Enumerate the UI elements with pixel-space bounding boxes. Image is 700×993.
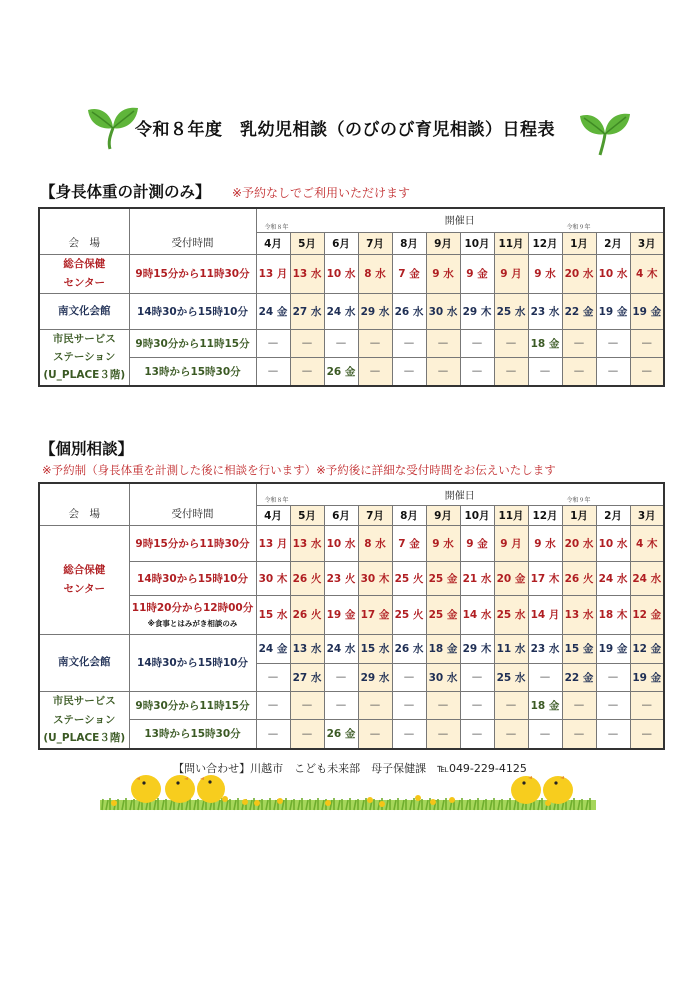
date-cell: 15 水 <box>358 634 392 663</box>
date-cell: 24 水 <box>630 561 664 595</box>
venue-line: センター <box>63 276 106 289</box>
date-cell: 14 月 <box>528 595 562 634</box>
date-cell: 15 水 <box>256 595 290 634</box>
chicks-on-grass-illustration <box>100 772 596 812</box>
date-cell: 20 水 <box>562 525 596 561</box>
table-row <box>39 691 664 719</box>
date-cell: 9 水 <box>426 254 460 293</box>
table-row <box>39 254 664 293</box>
date-cell: 26 金 <box>324 719 358 749</box>
date-cell: 23 火 <box>324 561 358 595</box>
date-cell: 25 水 <box>494 663 528 691</box>
date-cell-empty: — <box>256 719 290 749</box>
dates-header <box>256 483 664 505</box>
date-cell-empty: — <box>460 719 494 749</box>
era-end-label: 令和９年 <box>566 223 591 231</box>
date-cell: 29 木 <box>460 293 494 329</box>
table-row <box>39 634 664 663</box>
month-header: 8月 <box>392 505 426 525</box>
month-header: 12月 <box>528 232 562 254</box>
venue-header: 会 場 <box>39 208 129 254</box>
date-cell: 29 水 <box>358 663 392 691</box>
date-cell: 26 火 <box>290 595 324 634</box>
date-cell: 13 月 <box>256 254 290 293</box>
venue-line: (U_PLACE３階) <box>43 731 126 744</box>
venue-line: センター <box>63 582 106 595</box>
table-row <box>39 525 664 561</box>
date-cell: 14 水 <box>460 595 494 634</box>
date-cell-empty: — <box>256 329 290 358</box>
date-cell-empty: — <box>392 329 426 358</box>
date-cell: 27 水 <box>290 293 324 329</box>
date-cell: 18 木 <box>596 595 630 634</box>
date-cell: 30 水 <box>426 663 460 691</box>
date-cell: 9 水 <box>426 525 460 561</box>
date-cell-empty: — <box>494 691 528 719</box>
time-text: 13時から15時30分 <box>144 365 241 378</box>
date-cell: 7 金 <box>392 525 426 561</box>
date-cell: 24 水 <box>324 293 358 329</box>
date-cell: 10 水 <box>596 254 630 293</box>
venue-cell <box>39 691 129 749</box>
month-header: 6月 <box>324 232 358 254</box>
date-cell: 18 金 <box>528 691 562 719</box>
date-cell-empty: — <box>358 691 392 719</box>
date-cell-empty: — <box>528 719 562 749</box>
section1-note: ※予約なしでご利用いただけます <box>232 186 411 200</box>
date-cell: 20 金 <box>494 561 528 595</box>
date-cell-empty: — <box>358 358 392 386</box>
date-cell-empty: — <box>494 719 528 749</box>
date-cell: 17 金 <box>358 595 392 634</box>
table-row <box>39 561 664 595</box>
date-cell-empty: — <box>290 358 324 386</box>
month-header: 9月 <box>426 232 460 254</box>
month-header: 6月 <box>324 505 358 525</box>
date-cell-empty: — <box>290 329 324 358</box>
time-text: 13時から15時30分 <box>144 728 241 741</box>
date-cell-empty: — <box>290 691 324 719</box>
title-row <box>0 100 700 150</box>
venue-cell <box>39 525 129 634</box>
date-cell: 26 水 <box>392 634 426 663</box>
venue-line: ステーション <box>53 713 116 726</box>
date-cell: 19 金 <box>596 634 630 663</box>
date-cell: 26 水 <box>392 293 426 329</box>
month-header: 2月 <box>596 505 630 525</box>
time-cell <box>129 561 256 595</box>
month-header: 11月 <box>494 232 528 254</box>
month-header: 7月 <box>358 232 392 254</box>
date-cell-empty: — <box>562 329 596 358</box>
date-cell-empty: — <box>630 691 664 719</box>
time-header: 受付時間 <box>129 208 256 254</box>
venue-cell <box>39 634 129 691</box>
month-header: 4月 <box>256 232 290 254</box>
month-header: 1月 <box>562 505 596 525</box>
date-cell-empty: — <box>562 719 596 749</box>
date-cell: 18 金 <box>426 634 460 663</box>
date-cell-empty: — <box>528 358 562 386</box>
month-header: 9月 <box>426 505 460 525</box>
date-cell: 13 水 <box>290 254 324 293</box>
date-cell: 23 水 <box>528 293 562 329</box>
date-cell: 17 木 <box>528 561 562 595</box>
date-cell-empty: — <box>562 358 596 386</box>
venue-cell <box>39 254 129 293</box>
date-cell: 19 金 <box>630 663 664 691</box>
table-row <box>39 719 664 749</box>
venue-name: 南文化会館 <box>58 304 111 317</box>
date-cell-empty: — <box>460 663 494 691</box>
venue-line: (U_PLACE３階) <box>43 369 126 382</box>
era-start-label: 令和８年 <box>264 223 289 231</box>
date-cell: 11 水 <box>494 634 528 663</box>
date-cell-empty: — <box>528 663 562 691</box>
date-cell: 4 木 <box>630 525 664 561</box>
date-cell: 25 金 <box>426 561 460 595</box>
section2-note: ※予約制（身長体重を計測した後に相談を行います）※予約後に詳細な受付時間をお伝えいたします <box>42 463 556 477</box>
date-cell: 22 金 <box>562 663 596 691</box>
time-text: 14時30から15時10分 <box>137 657 248 669</box>
time-cell <box>129 691 256 719</box>
time-cell <box>129 358 256 386</box>
date-cell: 25 火 <box>392 561 426 595</box>
date-cell-empty: — <box>460 358 494 386</box>
date-cell: 9 月 <box>494 525 528 561</box>
date-cell-empty: — <box>324 691 358 719</box>
venue-line: ステーション <box>53 350 116 363</box>
date-cell: 8 水 <box>358 525 392 561</box>
venue-cell <box>39 329 129 386</box>
era-start-label: 令和８年 <box>264 496 289 504</box>
venue-line: 総合保健 <box>63 564 106 577</box>
header-row-top <box>39 208 664 232</box>
venue-line: 市民サービス <box>52 695 116 708</box>
date-cell: 13 月 <box>256 525 290 561</box>
date-cell: 25 水 <box>494 595 528 634</box>
date-cell: 9 金 <box>460 254 494 293</box>
month-header: 3月 <box>630 232 664 254</box>
date-cell: 19 金 <box>324 595 358 634</box>
time-text: 11時20分から12時00分 <box>131 602 254 614</box>
date-cell: 9 金 <box>460 525 494 561</box>
date-cell-empty: — <box>426 719 460 749</box>
date-cell-empty: — <box>358 329 392 358</box>
date-cell-empty: — <box>596 719 630 749</box>
date-cell: 25 火 <box>392 595 426 634</box>
date-cell-empty: — <box>290 719 324 749</box>
date-cell: 29 水 <box>358 293 392 329</box>
date-cell-empty: — <box>392 691 426 719</box>
date-cell: 26 火 <box>562 561 596 595</box>
month-header: 4月 <box>256 505 290 525</box>
date-cell: 12 金 <box>630 595 664 634</box>
date-cell-empty: — <box>596 329 630 358</box>
date-cell-empty: — <box>256 663 290 691</box>
date-cell: 7 金 <box>392 254 426 293</box>
date-cell: 26 金 <box>324 358 358 386</box>
date-cell: 30 木 <box>256 561 290 595</box>
date-cell-empty: — <box>256 358 290 386</box>
month-header: 10月 <box>460 232 494 254</box>
date-cell: 8 水 <box>358 254 392 293</box>
month-header: 5月 <box>290 232 324 254</box>
date-cell: 19 金 <box>596 293 630 329</box>
date-cell: 13 水 <box>290 525 324 561</box>
date-cell: 25 水 <box>494 293 528 329</box>
date-cell-empty: — <box>426 358 460 386</box>
date-cell-empty: — <box>358 719 392 749</box>
date-cell-empty: — <box>426 691 460 719</box>
table-row <box>39 329 664 358</box>
sprout-icon <box>578 108 632 158</box>
date-cell-empty: — <box>460 691 494 719</box>
time-cell <box>129 634 256 691</box>
date-cell-empty: — <box>392 719 426 749</box>
date-cell-empty: — <box>460 329 494 358</box>
kaisai-label: 開催日 <box>444 216 475 227</box>
date-cell: 29 木 <box>460 634 494 663</box>
venue-line: 市民サービス <box>52 332 116 345</box>
date-cell: 9 水 <box>528 525 562 561</box>
dates-header <box>256 208 664 232</box>
date-cell: 12 金 <box>630 634 664 663</box>
date-cell-empty: — <box>256 691 290 719</box>
date-cell: 22 金 <box>562 293 596 329</box>
time-text: 9時30分から11時15分 <box>135 699 250 712</box>
date-cell-empty: — <box>596 358 630 386</box>
date-cell-empty: — <box>494 358 528 386</box>
month-header: 3月 <box>630 505 664 525</box>
date-cell: 9 水 <box>528 254 562 293</box>
month-header: 7月 <box>358 505 392 525</box>
month-header: 8月 <box>392 232 426 254</box>
date-cell: 18 金 <box>528 329 562 358</box>
date-cell: 19 金 <box>630 293 664 329</box>
date-cell-empty: — <box>630 358 664 386</box>
date-cell: 10 水 <box>324 254 358 293</box>
table-row <box>39 293 664 329</box>
date-cell-empty: — <box>596 691 630 719</box>
month-header: 10月 <box>460 505 494 525</box>
kaisai-label: 開催日 <box>444 491 475 502</box>
date-cell-empty: — <box>324 663 358 691</box>
date-cell: 25 金 <box>426 595 460 634</box>
time-cell <box>129 525 256 561</box>
date-cell-empty: — <box>426 329 460 358</box>
date-cell: 27 水 <box>290 663 324 691</box>
time-cell <box>129 719 256 749</box>
time-cell <box>129 329 256 358</box>
table-row <box>39 358 664 386</box>
month-header: 11月 <box>494 505 528 525</box>
table-row <box>39 595 664 634</box>
date-cell: 21 水 <box>460 561 494 595</box>
date-cell: 24 金 <box>256 293 290 329</box>
date-cell: 26 火 <box>290 561 324 595</box>
time-header: 受付時間 <box>129 483 256 525</box>
date-cell-empty: — <box>630 719 664 749</box>
venue-name: 南文化会館 <box>58 656 111 669</box>
time-note: ※食事とはみがき相談のみ <box>147 619 238 628</box>
date-cell-empty: — <box>392 663 426 691</box>
contact-info: 【問い合わせ】川越市 こども未来部 母子保健課 ℡049-229-4125 <box>173 762 527 775</box>
page-title: 令和８年度 乳幼児相談（のびのび育児相談）日程表 <box>135 120 555 140</box>
month-header: 2月 <box>596 232 630 254</box>
venue-header: 会 場 <box>39 483 129 525</box>
date-cell: 23 水 <box>528 634 562 663</box>
date-cell: 4 木 <box>630 254 664 293</box>
venue-cell <box>39 293 129 329</box>
date-cell: 10 水 <box>596 525 630 561</box>
time-text: 9時30分から11時15分 <box>135 337 250 350</box>
date-cell: 24 水 <box>596 561 630 595</box>
venue-line: 総合保健 <box>63 258 106 271</box>
sprout-icon <box>86 100 140 150</box>
time-text: 14時30から15時10分 <box>137 305 248 318</box>
date-cell-empty: — <box>596 663 630 691</box>
month-header: 5月 <box>290 505 324 525</box>
date-cell: 24 水 <box>324 634 358 663</box>
header-row-top <box>39 483 664 505</box>
date-cell: 9 月 <box>494 254 528 293</box>
time-cell <box>129 254 256 293</box>
date-cell-empty: — <box>392 358 426 386</box>
date-cell: 13 水 <box>562 595 596 634</box>
date-cell: 24 金 <box>256 634 290 663</box>
date-cell-empty: — <box>494 329 528 358</box>
month-header: 12月 <box>528 505 562 525</box>
section2-title: 【個別相談】 <box>40 440 134 458</box>
schedule-table-consultation <box>38 482 665 750</box>
time-text: 14時30から15時10分 <box>137 572 248 585</box>
date-cell-empty: — <box>562 691 596 719</box>
month-header: 1月 <box>562 232 596 254</box>
time-cell <box>129 595 256 634</box>
era-end-label: 令和９年 <box>566 496 591 504</box>
time-cell <box>129 293 256 329</box>
section1-title: 【身長体重の計測のみ】 <box>40 183 211 201</box>
date-cell-empty: — <box>324 329 358 358</box>
date-cell: 15 金 <box>562 634 596 663</box>
date-cell: 20 水 <box>562 254 596 293</box>
date-cell: 30 水 <box>426 293 460 329</box>
date-cell: 13 水 <box>290 634 324 663</box>
date-cell: 30 木 <box>358 561 392 595</box>
date-cell-empty: — <box>630 329 664 358</box>
date-cell: 10 水 <box>324 525 358 561</box>
schedule-table-measurement <box>38 207 665 387</box>
time-text: 9時15分から11時30分 <box>135 268 250 280</box>
time-text: 9時15分から11時30分 <box>135 537 250 550</box>
